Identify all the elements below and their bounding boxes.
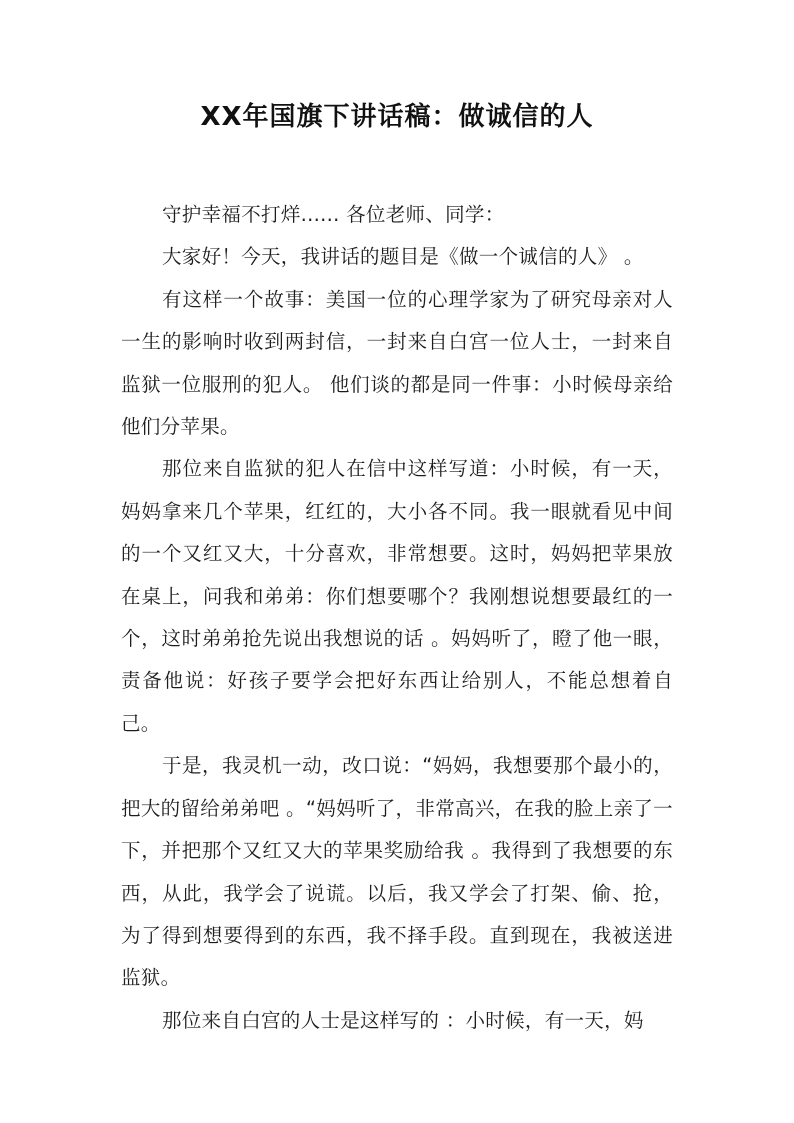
document-body: [121, 194, 673, 1042]
paragraph-greeting: 守护幸福不打烊...... 各位老师、同学：: [162, 203, 505, 226]
paragraph-story-intro: 有这样一个故事：美国一位的心理学家为了研究母亲对人一生的影响时收到两封信，一封来自白宫一位人士，一封来自监狱一位服刑的犯人。 他们谈的都是同一件事：小时候母亲给他们分苹果。: [121, 287, 673, 439]
document-title: XX年国旗下讲话稿：做诚信的人: [200, 102, 594, 132]
paragraph-topic: 大家好！今天，我讲话的题目是《做一个诚信的人》 。: [162, 245, 644, 269]
paragraph-prisoner-continued: 于是，我灵机一动，改口说：“妈妈，我想要那个最小的，把大的留给弟弟吧 。“妈妈听了，非常高兴，在我的脸上亲了一下，并把那个又红又大的苹果奖励给我 。我得到了我想要的东西，从此，我学会了说谎。以后，我又学会了打架、偷、抢，为了得到想要得到的东西，我不择手段。直到现在，我被送进监狱。: [121, 754, 673, 990]
paragraph-prisoner-letter: 那位来自监狱的犯人在信中这样写道：小时候，有一天，妈妈拿来几个苹果，红红的，大小各不同。我一眼就看见中间的一个又红又大，十分喜欢，非常想要。这时，妈妈把苹果放在桌上，问我和弟弟：你们想要哪个？我刚想说想要最红的一个，这时弟弟抢先说出我想说的话 。妈妈听了，瞪了他一眼，责备他说：好孩子要学会把好东西让给别人，不能总想着自己。: [121, 457, 673, 735]
paragraph-white-house-letter: 那位来自白宫的人士是这样写的 ：小时候，有一天，妈: [162, 1008, 644, 1032]
